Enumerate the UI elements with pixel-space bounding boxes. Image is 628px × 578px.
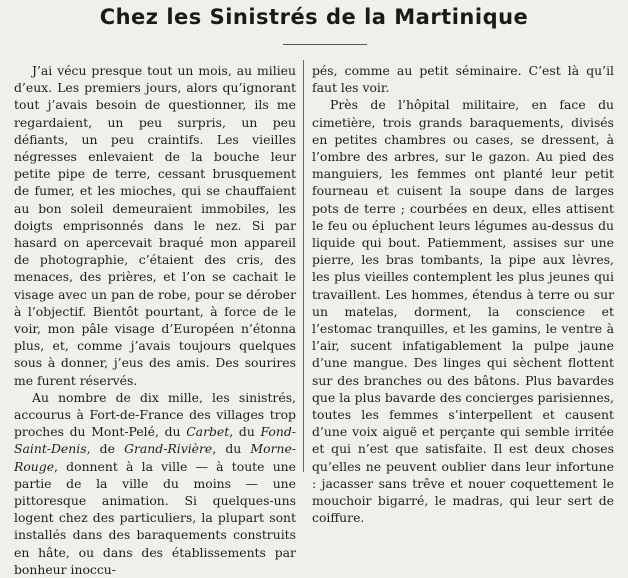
place-morne-rouge: Morne-Rouge	[14, 441, 296, 474]
place-grand-riviere: Grand-Rivière	[124, 441, 213, 457]
place-fond-saint-denis: Fond-Saint-Denis	[14, 424, 296, 457]
left-column	[14, 62, 296, 578]
right-paragraph-2: Près de l’hôpital militaire, en face du cimetière, trois grands baraquements, divisés en petites chambres ou cases, se dressent, à l’ombre des arbres, sur le gazon. Au pied des manguiers, les femmes ont planté leur petit fourneau et cuisent la soupe dans de larges pots de terre ; courbées en deux, elles attisent le feu ou épluchent leurs légumes au-dessus du liquide qui bout. Patiemment, assises sur une pierre, les bras tombants, la pipe aux lèvres, les plus vieilles contemplent les plus jeunes qui travaillent. Les hommes, étendus à terre ou sur un matelas, dorment, la conscience et l’estomac tranquilles, et les gamins, le ventre à l’air, sucent infatigablement la pulpe jaune d’une mangue. Des linges qui sèchent flottent sur des branches ou des bâtons. Plus bavardes que la plus bavarde des concierges parisiennes, toutes les femmes s’interpellent et causent d’une voix aiguë et perçante qui semble irritée et qui n’est que satisfaite. Il est deux choses qu’elles ne peuvent oublier dans leur infortune : jacasser sans trêve et nouer coquettement le mouchoir bigarré, le madras, qui leur sert de coiffure.	[312, 97, 614, 526]
text-segment: , du	[229, 424, 261, 440]
place-carbet: Carbet	[186, 424, 230, 440]
column-divider	[303, 60, 304, 472]
left-paragraph-1: J’ai vécu presque tout un mois, au milieu d’eux. Les premiers jours, alors qu’ignorant tout j’avais besoin de questionner, ils me regardaient, un peu surpris, un peu défiants, un peu craintifs. Les vieilles négresses enlevaient de la bouche leur petite pipe de terre, cessant brusquement de fumer, et les mioches, qui se chauffaient au bon soleil demeuraient immobiles, les doigts emprisonnés dans le nez. Si par hasard on apercevait braqué mon appareil de photographie, c’étaient des cris, des menaces, des prières, et l’on se cachait le visage avec un pan de robe, pour se dérober à l’objectif. Bientôt pourtant, à force de le voir, mon pâle visage d’Européen n’étonna plus, et, comme j’avais toujours quelques sous à donner, j’eus des amis. Des sourires me furent réservés.	[14, 63, 296, 388]
text-segment: , de	[86, 441, 125, 457]
text-segment: , donnent à la ville — à toute une partie de la ville du moins — une pittoresque animation. Si quelques-uns logent chez des particuliers, la plupart sont installés dans des baraquements construits en hâte, ou dans des établissements par bonheur inoccu-	[14, 458, 296, 577]
article-title: Chez les Sinistrés de la Martinique	[99, 5, 529, 29]
right-column	[312, 62, 614, 526]
right-paragraph-1: pés, comme au petit séminaire. C’est là qu’il faut les voir.	[312, 63, 614, 96]
title-rule	[283, 44, 367, 45]
text-segment: , du	[212, 441, 251, 457]
text-segment: Au nombre de dix mille, les sinistrés, accourus à Fort-de-France des villages trop proches du Mont-Pelé, du	[14, 389, 296, 440]
left-paragraph-2	[14, 389, 296, 578]
